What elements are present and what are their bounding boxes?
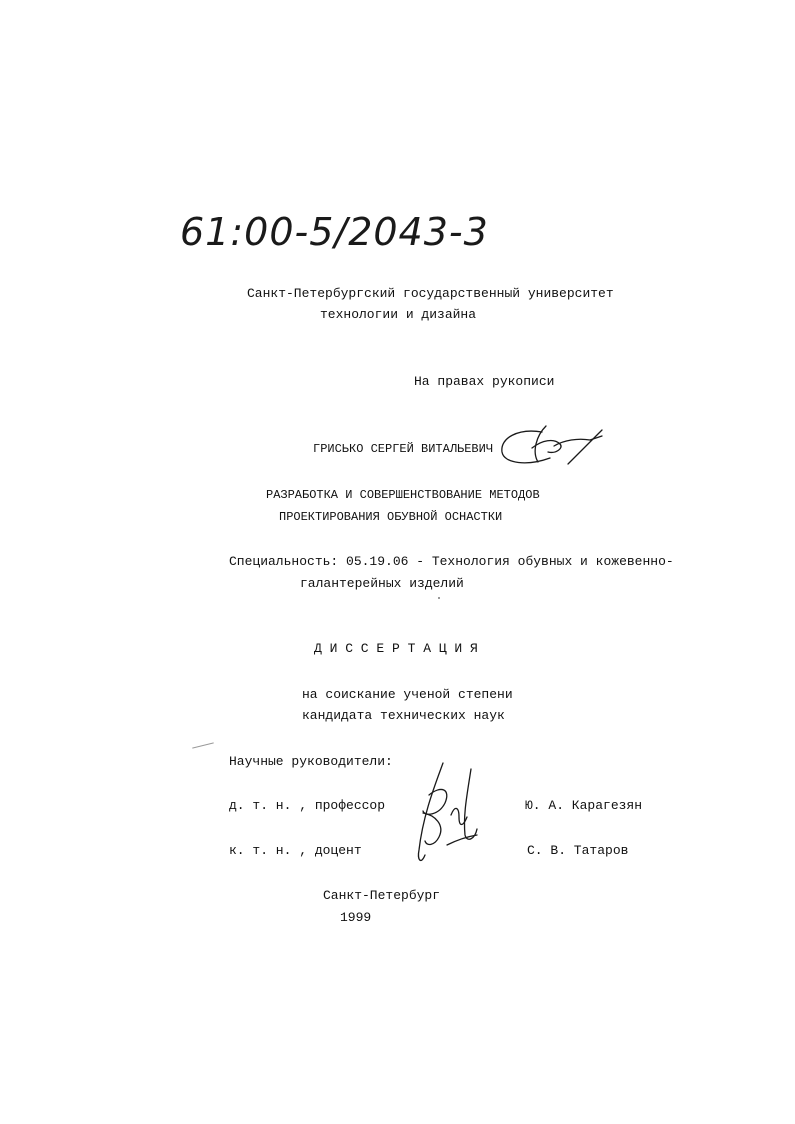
- author-signature: [498, 418, 608, 474]
- author-name: ГРИСЬКО СЕРГЕЙ ВИТАЛЬЕВИЧ: [313, 442, 494, 456]
- city: Санкт-Петербург: [323, 888, 441, 903]
- degree-line-2: кандидата технических наук: [302, 708, 505, 723]
- scan-mark: [192, 742, 214, 748]
- document-type: Д И С С Е Р Т А Ц И Я: [314, 641, 478, 656]
- title-line-2: ПРОЕКТИРОВАНИЯ ОБУВНОЙ ОСНАСТКИ: [279, 510, 503, 524]
- title-line-1: РАЗРАБОТКА И СОВЕРШЕНСТВОВАНИЕ МЕТОДОВ: [266, 488, 540, 502]
- supervisor-signature: [405, 755, 485, 870]
- supervisor-1-name: Ю. А. Карагезян: [525, 798, 643, 813]
- degree-line-1: на соискание ученой степени: [302, 687, 513, 702]
- university-line-2: технологии и дизайна: [320, 307, 477, 322]
- archive-code-handwritten: 61:00-5/2043-3: [180, 210, 489, 254]
- specialty-line-1: Специальность: 05.19.06 - Технология обувных и кожевенно-: [229, 554, 674, 569]
- university-line-1: Санкт-Петербургский государственный университет: [247, 286, 614, 301]
- supervisor-1-title: д. т. н. , профессор: [229, 798, 386, 813]
- supervisor-2-title: к. т. н. , доцент: [229, 843, 362, 858]
- scan-speck: [438, 597, 440, 599]
- supervisor-2-name: С. В. Татаров: [527, 843, 629, 858]
- manuscript-note: На правах рукописи: [414, 374, 555, 389]
- supervisors-heading: Научные руководители:: [229, 754, 393, 769]
- year: 1999: [340, 910, 372, 925]
- specialty-line-2: галантерейных изделий: [300, 576, 464, 591]
